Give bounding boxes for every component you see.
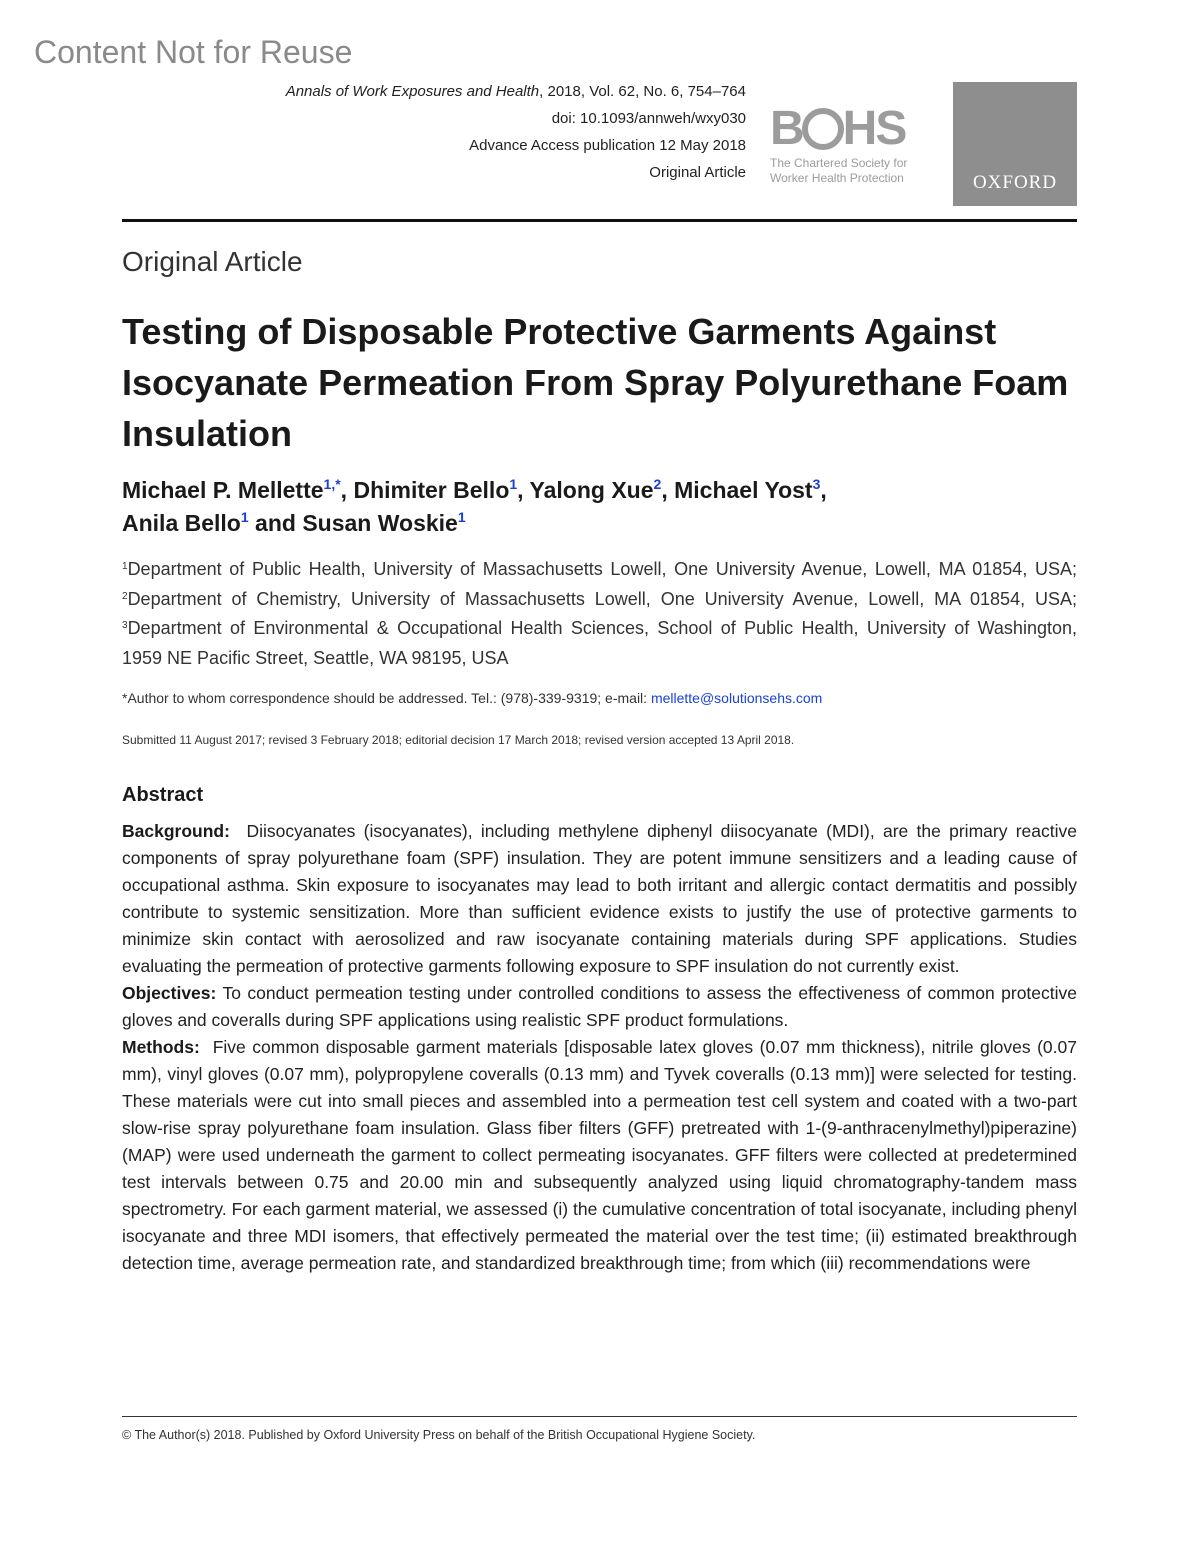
bohs-letters-hs: HS: [842, 102, 906, 155]
oxford-logo: [953, 82, 1077, 206]
article-title: Testing of Disposable Protective Garments Against Isocyanate Permeation From Spray Polyurethane Foam Insulation: [122, 311, 1069, 454]
doi: doi: 10.1093/annweh/wxy030: [551, 110, 746, 127]
email-link[interactable]: mellette@solutionsehs.com: [650, 690, 823, 706]
author-name: Yalong Xue: [529, 477, 654, 503]
abstract-methods: [122, 1034, 1077, 1277]
oxford-wordmark: OXFORD: [972, 172, 1058, 193]
author-affiliation-marker[interactable]: 1,*: [323, 476, 341, 492]
correspondence-text: *Author to whom correspondence should be addressed. Tel.: (978)-339-9319; e-mail:: [122, 690, 651, 706]
abstract-body: [122, 818, 1077, 1277]
journal-citation: [186, 78, 746, 105]
objectives-text: To conduct permeation testing under controlled conditions to assess the effectiveness of common protective gloves and coveralls during SPF applications using realistic SPF product formulations.: [122, 983, 1078, 1030]
advance-access: Advance Access publication 12 May 2018: [469, 137, 746, 154]
author-separator: ,: [820, 477, 827, 503]
affiliation-text: Department of Chemistry, University of Massachusetts Lowell, One University Avenue, Lowell, MA 01854, USA;: [127, 588, 1077, 609]
bohs-wordmark: [770, 104, 940, 154]
watermark: Content Not for Reuse: [34, 34, 353, 70]
author-name: Anila Bello: [122, 510, 241, 536]
abstract-objectives: [122, 980, 1077, 1034]
affiliation-marker: 2: [122, 590, 128, 602]
author-affiliation-marker[interactable]: 1: [457, 509, 466, 525]
affiliation-text: Department of Environmental & Occupational Health Sciences, School of Public Health, University of Washington, 1959 NE Pacific Street, Seattle, WA 98195, USA: [122, 618, 1077, 668]
footer-rule: [122, 1416, 1077, 1417]
bohs-tagline: [770, 156, 940, 186]
author-separator: ,: [517, 477, 530, 503]
submission-dates: Submitted 11 August 2017; revised 3 February 2018; editorial decision 17 March 2018; revised version accepted 13 April 2018.: [122, 733, 795, 747]
author-affiliation-marker[interactable]: 1: [240, 509, 249, 525]
author-affiliation-marker[interactable]: 3: [812, 476, 821, 492]
section-label: Original Article: [122, 246, 303, 277]
abstract-heading: Abstract: [122, 784, 204, 806]
affiliation-marker: 1: [122, 561, 128, 572]
bohs-logo: [770, 104, 940, 186]
bohs-tagline-line-1: The Chartered Society for: [770, 156, 908, 170]
background-label: Background:: [122, 821, 230, 841]
background-text: Diisocyanates (isocyanates), including methylene diphenyl diisocyanate (MDI), are the primary reactive components of spray polyurethane foam (SPF) insulation. They are potent immune sensitizers and a leading cause of occupational asthma. Skin exposure to isocyanates may lead to both irritant and allergic contact dermatitis and possibly contribute to systemic sensitization. More than sufficient evidence exists to justify the use of protective garments to minimize skin contact with aerosolized and raw isocyanate containing materials during SPF applications. Studies evaluating the permeation of protective garments following exposure to SPF insulation do not currently exist.: [122, 821, 1077, 976]
journal-name: Annals of Work Exposures and Health: [285, 83, 540, 100]
correspondence: [122, 688, 1077, 708]
author-name: Michael P. Mellette: [122, 477, 324, 503]
bohs-ring-icon: [802, 108, 844, 150]
abstract-background: [122, 818, 1077, 980]
author-separator: and: [248, 510, 303, 536]
affiliation-text: Department of Public Health, University of Massachusetts Lowell, One University Avenue, Lowell, MA 01854, USA;: [127, 559, 1077, 579]
author-affiliation-marker[interactable]: 2: [653, 476, 662, 492]
author-name: Dhimiter Bello: [353, 477, 510, 503]
bohs-tagline-line-2: Worker Health Protection: [770, 171, 904, 185]
author-separator: ,: [661, 477, 675, 503]
bohs-letter-b: B: [770, 102, 803, 155]
header-rule: [122, 219, 1077, 222]
copyright: © The Author(s) 2018. Published by Oxford University Press on behalf of the British Occupational Hygiene Society.: [122, 1428, 756, 1442]
journal-volume: , 2018, Vol. 62, No. 6, 754–764: [539, 83, 746, 100]
affiliations: [122, 555, 1077, 673]
affiliation-marker: 3: [122, 620, 128, 631]
journal-meta: [186, 78, 746, 186]
author-name: Susan Woskie: [302, 510, 458, 536]
methods-text: Five common disposable garment materials [disposable latex gloves (0.07 mm thickness), nitrile gloves (0.07 mm), vinyl gloves (0.07 mm), polypropylene coveralls (0.13 mm) and Tyvek coveralls (0.13 mm)] were selected for testing. These materials were cut into small pieces and assembled into a permeation test cell system and coated with a two-part slow-rise spray polyurethane foam insulation. Glass fiber filters (GFF) pretreated with 1-(9-anthracenylmethyl)piperazine) (MAP) were used underneath the garment to collect permeating isocyanates. GFF filters were collected at predetermined test intervals between 0.75 and 20.00 min and subsequently analyzed using liquid chromatography-tandem mass spectrometry. For each garment material, we assessed (i) the cumulative concentration of total isocyanate, including phenyl isocyanate and three MDI isomers, that effectively permeated the material over the test time; (ii) estimated breakthrough detection time, average permeation rate, and standardized breakthrough time; from which (iii) recommendations were: [122, 1037, 1077, 1273]
author-affiliation-marker[interactable]: 1: [509, 476, 518, 492]
author-list: [122, 474, 1077, 540]
author-name: Michael Yost: [674, 477, 813, 503]
objectives-label: Objectives:: [122, 983, 217, 1003]
author-separator: ,: [340, 477, 354, 503]
methods-label: Methods:: [122, 1037, 200, 1057]
article-type: Original Article: [649, 164, 746, 181]
